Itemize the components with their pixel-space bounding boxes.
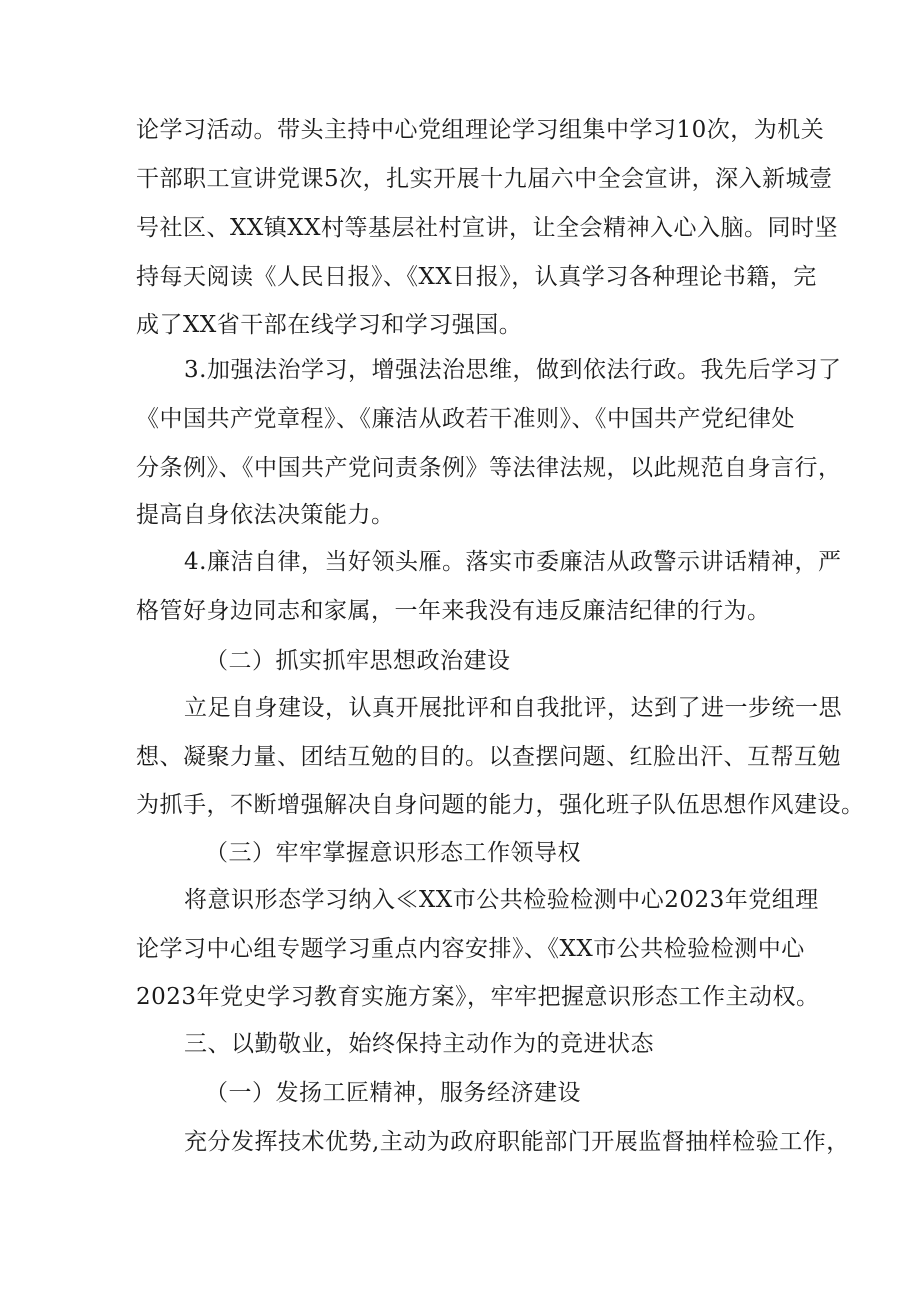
paragraph-line: 持每天阅读《人民日报》、《XX日报》，认真学习各种理论书籍，完 [136, 264, 817, 290]
paragraph-line: 号社区、XX镇XX村等基层社村宣讲，让全会精神入心入脑。同时坚 [136, 215, 838, 241]
paragraph-line: 为抓手，不断增强解决自身问题的能力，强化班子队伍思想作风建设。 [136, 792, 865, 818]
paragraph-line: 提高自身依法决策能力。 [136, 502, 395, 528]
paragraph-line: 干部职工宣讲党课5次，扎实开展十九届六中全会宣讲，深入新城壹 [136, 166, 833, 192]
paragraph-line: 格管好身边同志和家属，一年来我没有违反廉洁纪律的行为。 [136, 598, 771, 624]
paragraph-line: 4.廉洁自律，当好领头雁。落实市委廉洁从政警示讲话精神，严 [184, 549, 842, 575]
paragraph-line: 论学习活动。带头主持中心党组理论学习组集中学习10次，为机关 [136, 117, 825, 143]
paragraph-line: 充分发挥技术优势,主动为政府职能部门开展监督抽样检验工作， [184, 1129, 850, 1155]
paragraph-line: 成了XX省干部在线学习和学习强国。 [136, 312, 523, 338]
paragraph-line: 想、凝聚力量、团结互勉的目的。以查摆问题、红脸出汗、互帮互勉 [136, 744, 841, 770]
paragraph-line: 立足自身建设，认真开展批评和自我批评，达到了进一步统一思 [184, 695, 842, 721]
section-heading: （二）抓实抓牢思想政治建设 [205, 648, 511, 674]
paragraph-line: 3.加强法治学习，增强法治思维，做到依法行政。我先后学习了 [184, 357, 842, 383]
section-heading: 三、以勤敬业，始终保持主动作为的竞进状态 [184, 1031, 654, 1057]
section-heading: （三）牢牢掌握意识形态工作领导权 [205, 840, 581, 866]
section-heading: （一）发扬工匠精神，服务经济建设 [205, 1080, 581, 1106]
paragraph-line: 论学习中心组专题学习重点内容安排》、《XX市公共检验检测中心 [136, 936, 805, 962]
paragraph-line: 2023年党史学习教育实施方案》，牢牢把握意识形态工作主动权。 [136, 984, 820, 1010]
paragraph-line: 分条例》、《中国共产党问责条例》等法律法规，以此规范自身言行， [136, 455, 842, 481]
paragraph-line: 《中国共产党章程》、《廉洁从政若干准则》、《中国共产党纪律处 [136, 406, 795, 432]
paragraph-line: 将意识形态学习纳入≪XX市公共检验检测中心2023年党组理 [184, 887, 819, 913]
